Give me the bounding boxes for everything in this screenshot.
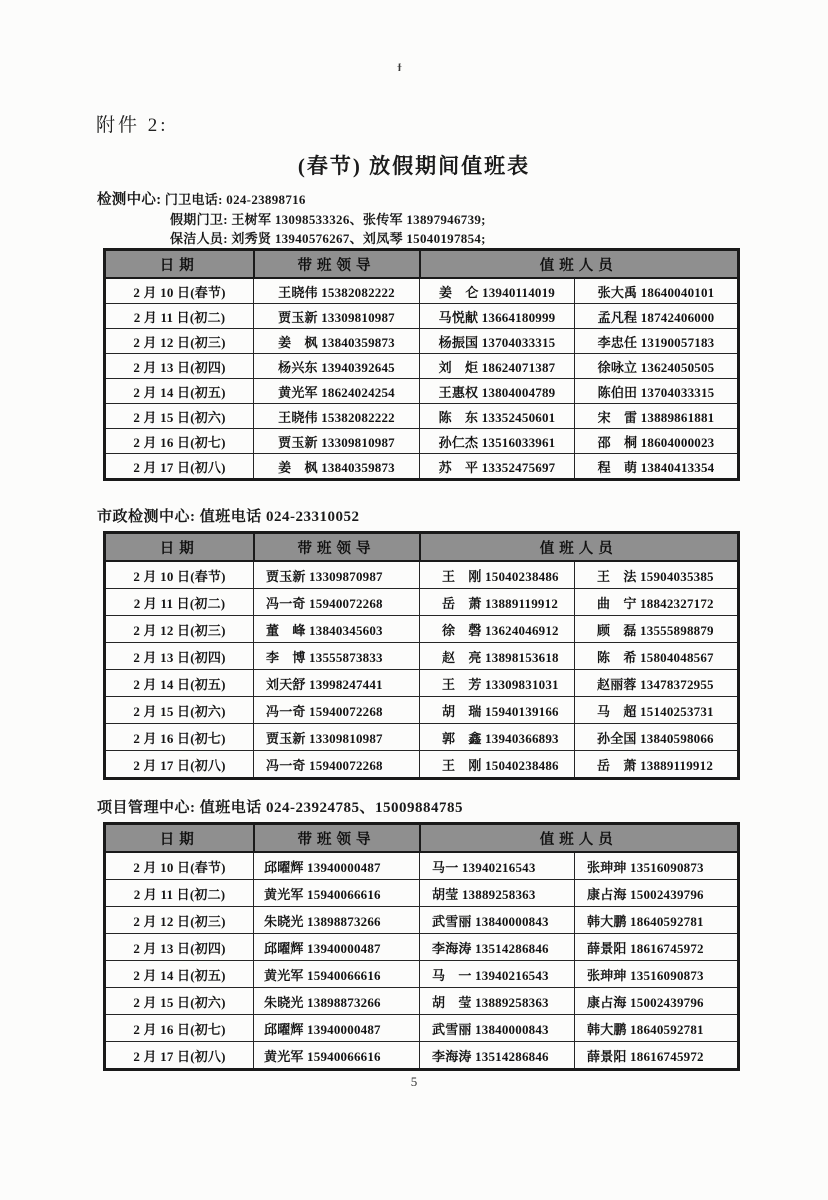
table-row [105, 880, 739, 907]
table-row [105, 304, 739, 329]
table-row [105, 961, 739, 988]
staff-cell: 韩大鹏 18640592781 [575, 1015, 739, 1042]
staff-cell: 苏 平 13352475697 [420, 454, 575, 480]
staff-cell: 王 芳 13309831031 [420, 670, 575, 697]
date-cell: 2 月 14 日(初五) [105, 670, 254, 697]
staff-cell: 康占海 15002439796 [575, 880, 739, 907]
staff-cell: 曲 宁 18842327172 [575, 589, 739, 616]
leader-cell: 贾玉新 13309810987 [254, 304, 420, 329]
staff-cell: 王惠权 13804004789 [420, 379, 575, 404]
staff-cell: 程 萌 13840413354 [575, 454, 739, 480]
staff-cell: 胡 莹 13889258363 [420, 988, 575, 1015]
staff-cell: 徐咏立 13624050505 [575, 354, 739, 379]
table-row [105, 988, 739, 1015]
leader-cell: 黄光军 18624024254 [254, 379, 420, 404]
staff-cell: 武雪丽 13840000843 [420, 907, 575, 934]
leader-cell: 贾玉新 13309810987 [254, 724, 420, 751]
staff-cell: 张大禹 18640040101 [575, 278, 739, 304]
header-row [105, 250, 739, 279]
staff-cell: 马 超 15140253731 [575, 697, 739, 724]
leader-cell: 黄光军 15940066616 [254, 1042, 420, 1070]
date-cell: 2 月 10 日(春节) [105, 561, 254, 589]
leader-cell: 朱晓光 13898873266 [254, 907, 420, 934]
date-cell: 2 月 17 日(初八) [105, 1042, 254, 1070]
staff-cell: 顾 磊 13555898879 [575, 616, 739, 643]
table-row [105, 354, 739, 379]
col-header-leader: 带班领导 [254, 533, 420, 562]
cleaning-staff-line: 保洁人员: 刘秀贤 13940576267、刘凤琴 15040197854; [170, 231, 486, 246]
staff-cell: 胡莹 13889258363 [420, 880, 575, 907]
staff-cell: 王 刚 15040238486 [420, 751, 575, 779]
staff-cell: 王 刚 15040238486 [420, 561, 575, 589]
table-row [105, 852, 739, 880]
duty-table-project-center [103, 822, 740, 1071]
attachment-label: 附件 2: [96, 115, 169, 136]
table-row [105, 329, 739, 354]
leader-cell: 刘天舒 13998247441 [254, 670, 420, 697]
leader-cell: 姜 枫 13840359873 [254, 329, 420, 354]
table-row [105, 278, 739, 304]
leader-cell: 黄光军 15940066616 [254, 880, 420, 907]
contact-info-block [97, 190, 486, 248]
table-row [105, 670, 739, 697]
leader-cell: 贾玉新 13309810987 [254, 429, 420, 454]
header-row [105, 824, 739, 853]
table-row [105, 589, 739, 616]
table-row [105, 643, 739, 670]
date-cell: 2 月 14 日(初五) [105, 961, 254, 988]
table-row [105, 404, 739, 429]
staff-cell: 薛景阳 18616745972 [575, 1042, 739, 1070]
date-cell: 2 月 12 日(初三) [105, 616, 254, 643]
leader-cell: 冯一奇 15940072268 [254, 697, 420, 724]
staff-cell: 宋 雷 13889861881 [575, 404, 739, 429]
leader-cell: 董 峰 13840345603 [254, 616, 420, 643]
leader-cell: 邱曜辉 13940000487 [254, 1015, 420, 1042]
date-cell: 2 月 11 日(初二) [105, 589, 254, 616]
staff-cell: 王 法 15904035385 [575, 561, 739, 589]
date-cell: 2 月 13 日(初四) [105, 643, 254, 670]
duty-table-inspection-center [103, 248, 740, 481]
date-cell: 2 月 14 日(初五) [105, 379, 254, 404]
staff-cell: 马一 13940216543 [420, 852, 575, 880]
header-row [105, 533, 739, 562]
leader-cell: 杨兴东 13940392645 [254, 354, 420, 379]
staff-cell: 邵 桐 18604000023 [575, 429, 739, 454]
staff-cell: 陈伯田 13704033315 [575, 379, 739, 404]
staff-cell: 孟凡程 18742406000 [575, 304, 739, 329]
leader-cell: 黄光军 15940066616 [254, 961, 420, 988]
staff-cell: 徐 磬 13624046912 [420, 616, 575, 643]
leader-cell: 姜 枫 13840359873 [254, 454, 420, 480]
center-label: 检测中心: [97, 192, 162, 208]
date-cell: 2 月 10 日(春节) [105, 852, 254, 880]
staff-cell: 陈 希 15804048567 [575, 643, 739, 670]
leader-cell: 贾玉新 13309870987 [254, 561, 420, 589]
section-heading-municipal-center: 市政检测中心: 值班电话 024-23310052 [97, 509, 360, 525]
leader-cell: 王晓伟 15382082222 [254, 278, 420, 304]
date-cell: 2 月 13 日(初四) [105, 354, 254, 379]
col-header-staff: 值班人员 [420, 250, 739, 279]
staff-cell: 赵丽蓉 13478372955 [575, 670, 739, 697]
date-cell: 2 月 10 日(春节) [105, 278, 254, 304]
staff-cell: 刘 炬 18624071387 [420, 354, 575, 379]
date-cell: 2 月 11 日(初二) [105, 304, 254, 329]
staff-cell: 姜 仑 13940114019 [420, 278, 575, 304]
staff-cell: 李海涛 13514286846 [420, 934, 575, 961]
date-cell: 2 月 17 日(初八) [105, 751, 254, 779]
staff-cell: 胡 瑞 15940139166 [420, 697, 575, 724]
col-header-date: 日期 [105, 824, 254, 853]
table-row [105, 751, 739, 779]
col-header-leader: 带班领导 [254, 824, 420, 853]
staff-cell: 李忠任 13190057183 [575, 329, 739, 354]
gate-phone-text: 门卫电话: 024-23898716 [164, 192, 306, 207]
gate-phone-line [97, 190, 486, 210]
date-cell: 2 月 13 日(初四) [105, 934, 254, 961]
staff-cell: 张珅珅 13516090873 [575, 852, 739, 880]
leader-cell: 李 博 13555873833 [254, 643, 420, 670]
page-number: 5 [410, 1074, 418, 1089]
staff-cell: 孙仁杰 13516033961 [420, 429, 575, 454]
date-cell: 2 月 11 日(初二) [105, 880, 254, 907]
staff-cell: 陈 东 13352450601 [420, 404, 575, 429]
date-cell: 2 月 17 日(初八) [105, 454, 254, 480]
holiday-gate-line: 假期门卫: 王树军 13098533326、张传军 13897946739; [170, 212, 486, 227]
leader-cell: 冯一奇 15940072268 [254, 751, 420, 779]
table-row [105, 907, 739, 934]
staff-cell: 韩大鹏 18640592781 [575, 907, 739, 934]
leader-cell: 朱晓光 13898873266 [254, 988, 420, 1015]
date-cell: 2 月 12 日(初三) [105, 329, 254, 354]
date-cell: 2 月 15 日(初六) [105, 697, 254, 724]
table-row [105, 1042, 739, 1070]
table-row [105, 1015, 739, 1042]
col-header-leader: 带班领导 [254, 250, 420, 279]
leader-cell: 冯一奇 15940072268 [254, 589, 420, 616]
date-cell: 2 月 15 日(初六) [105, 988, 254, 1015]
staff-cell: 岳 萧 13889119912 [420, 589, 575, 616]
staff-cell: 李海涛 13514286846 [420, 1042, 575, 1070]
staff-cell: 马悦献 13664180999 [420, 304, 575, 329]
table-row [105, 429, 739, 454]
staff-cell: 武雪丽 13840000843 [420, 1015, 575, 1042]
date-cell: 2 月 12 日(初三) [105, 907, 254, 934]
staff-cell: 马 一 13940216543 [420, 961, 575, 988]
col-header-date: 日期 [105, 533, 254, 562]
section-heading-project-center: 项目管理中心: 值班电话 024-23924785、15009884785 [97, 800, 463, 816]
leader-cell: 王晓伟 15382082222 [254, 404, 420, 429]
table-row [105, 454, 739, 480]
col-header-staff: 值班人员 [420, 824, 739, 853]
staff-cell: 薛景阳 18616745972 [575, 934, 739, 961]
staff-cell: 孙全国 13840598066 [575, 724, 739, 751]
col-header-staff: 值班人员 [420, 533, 739, 562]
date-cell: 2 月 16 日(初七) [105, 1015, 254, 1042]
date-cell: 2 月 16 日(初七) [105, 429, 254, 454]
staff-cell: 岳 萧 13889119912 [575, 751, 739, 779]
table-row [105, 379, 739, 404]
table-row [105, 724, 739, 751]
leader-cell: 邱曜辉 13940000487 [254, 934, 420, 961]
staff-cell: 杨振国 13704033315 [420, 329, 575, 354]
date-cell: 2 月 16 日(初七) [105, 724, 254, 751]
table-row [105, 697, 739, 724]
staff-cell: 康占海 15002439796 [575, 988, 739, 1015]
staff-cell: 张珅珅 13516090873 [575, 961, 739, 988]
scan-artifact-mark: ϯ [397, 62, 402, 74]
date-cell: 2 月 15 日(初六) [105, 404, 254, 429]
table-row [105, 934, 739, 961]
staff-cell: 郭 鑫 13940366893 [420, 724, 575, 751]
leader-cell: 邱曜辉 13940000487 [254, 852, 420, 880]
page-title: (春节) 放假期间值班表 [297, 154, 531, 178]
table-row [105, 616, 739, 643]
duty-table-municipal-center [103, 531, 740, 780]
staff-cell: 赵 亮 13898153618 [420, 643, 575, 670]
table-row [105, 561, 739, 589]
col-header-date: 日期 [105, 250, 254, 279]
